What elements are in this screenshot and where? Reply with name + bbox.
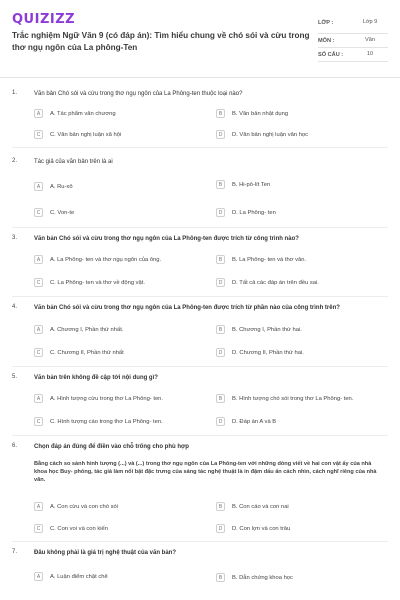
option-d[interactable] xyxy=(216,524,386,533)
option-letter: A xyxy=(34,502,43,511)
option-letter: D xyxy=(216,208,225,217)
question-number: 2. xyxy=(12,158,18,164)
divider xyxy=(12,147,388,148)
option-letter: A xyxy=(34,325,43,334)
divider xyxy=(12,227,388,228)
question-number: 4. xyxy=(12,304,18,310)
question-number: 5. xyxy=(12,374,18,380)
option-a[interactable] xyxy=(34,182,194,191)
option-d[interactable] xyxy=(216,417,386,426)
divider xyxy=(12,435,388,436)
option-text: C. Chương II, Phần thứ nhất xyxy=(50,349,124,356)
question-text: Văn bản Chó sói và cừu trong thơ ngụ ngôn của La Phông-ten được trích từ công trình nào? xyxy=(34,236,299,242)
option-a[interactable] xyxy=(34,109,194,118)
option-letter: C xyxy=(34,524,43,533)
option-letter: B xyxy=(216,394,225,403)
worksheet-header xyxy=(0,0,400,78)
option-letter: B xyxy=(216,502,225,511)
option-text: B. Dẫn chứng khoa học xyxy=(232,574,293,581)
option-letter: D xyxy=(216,417,225,426)
meta-value: Lớp 9 xyxy=(362,19,378,25)
option-a[interactable] xyxy=(34,502,194,511)
worksheet-meta xyxy=(318,12,388,62)
meta-row-subject xyxy=(318,34,388,48)
option-letter: D xyxy=(216,524,225,533)
option-letter: C xyxy=(34,348,43,357)
meta-key: SỐ CÂU : xyxy=(318,51,344,58)
quizizz-logo: QUIZIZZ xyxy=(12,12,76,27)
meta-row-count xyxy=(318,48,388,62)
option-letter: D xyxy=(216,130,225,139)
meta-value: Văn xyxy=(365,37,375,43)
option-letter: C xyxy=(34,417,43,426)
meta-value: 10 xyxy=(366,51,374,57)
option-c[interactable] xyxy=(34,130,194,139)
option-text: D. Con lợn và con trâu xyxy=(232,525,291,532)
option-text: C. Von-te xyxy=(50,209,75,216)
option-b[interactable] xyxy=(216,255,386,264)
option-a[interactable] xyxy=(34,325,194,334)
question-text: Văn bản trên không đề cập tới nội dung gì? xyxy=(34,375,158,381)
question-text: Văn bản Chó sói và cừu trong thơ ngụ ngôn của La Phông-ten được trích từ phần nào của công trình trên? xyxy=(34,305,340,311)
option-text: B. Con cáo và con nai xyxy=(232,503,289,510)
question-text: Văn bản Chó sói và cừu trong thơ ngụ ngôn của La Phông-ten thuộc loại nào? xyxy=(34,91,243,97)
option-letter: C xyxy=(34,208,43,217)
option-b[interactable] xyxy=(216,325,386,334)
option-text: A. Con cừu và con chó sói xyxy=(50,503,119,510)
option-b[interactable] xyxy=(216,502,386,511)
option-text: A. Luận điểm chặt chẽ xyxy=(50,573,108,580)
option-d[interactable] xyxy=(216,130,386,139)
meta-row-grade xyxy=(318,12,388,34)
divider xyxy=(12,366,388,367)
option-text: B. Chương I, Phần thứ hai. xyxy=(232,326,302,333)
option-letter: C xyxy=(34,130,43,139)
option-c[interactable] xyxy=(34,208,194,217)
option-letter: B xyxy=(216,180,225,189)
question-text: Đâu không phải là giá trị nghệ thuật của văn bản? xyxy=(34,550,177,556)
question-number: 7. xyxy=(12,549,18,555)
option-letter: A xyxy=(34,572,43,581)
option-d[interactable] xyxy=(216,348,386,357)
meta-key: MÔN : xyxy=(318,37,335,44)
option-text: A. Hình tượng cừu trong thơ La Phông- ten. xyxy=(50,395,164,402)
option-d[interactable] xyxy=(216,208,386,217)
option-letter: B xyxy=(216,255,225,264)
meta-key: LỚP : xyxy=(318,19,334,26)
option-text: D. Đáp án A và B xyxy=(232,418,277,425)
option-letter: A xyxy=(34,182,43,191)
question-text: Chọn đáp án đúng để điền vào chỗ trống cho phù hợp xyxy=(34,444,189,450)
question-passage: Bằng cách so sánh hình tượng (...) và (...) trong thơ ngụ ngôn của La Phông-ten với những dòng viết về hai con vật ấy của nhà khoa học Buy- phông, tác giả làm nổi bật đặc trưng của sáng tác nghệ thuật là in đậm dấu ấn cách nhìn, cách nghĩ riêng của nhà văn. xyxy=(34,461,377,483)
option-b[interactable] xyxy=(216,180,386,189)
option-text: B. Hi-pô-lít Ten xyxy=(232,181,271,188)
option-text: C. Hình tượng cáo trong thơ La Phông- ten. xyxy=(50,418,163,425)
option-c[interactable] xyxy=(34,278,194,287)
worksheet-title: Trắc nghiệm Ngữ Văn 9 (có đáp án): Tìm hiểu chung về chó sói và cừu trong thơ ngụ ngôn của La phông-Ten xyxy=(12,31,310,52)
option-b[interactable] xyxy=(216,109,386,118)
option-text: B. La Phông- ten và thơ văn. xyxy=(232,256,307,263)
question-number: 1. xyxy=(12,90,18,96)
option-a[interactable] xyxy=(34,255,194,264)
option-letter: B xyxy=(216,573,225,582)
option-letter: D xyxy=(216,348,225,357)
option-text: D. Chương II, Phần thứ hai. xyxy=(232,349,304,356)
divider xyxy=(12,541,388,542)
option-text: D. Văn bản nghị luận văn học xyxy=(232,131,309,138)
option-text: A. Chương I, Phần thứ nhất. xyxy=(50,326,124,333)
option-d[interactable] xyxy=(216,278,386,287)
option-b[interactable] xyxy=(216,394,386,403)
option-text: A. La Phông- ten và thơ ngụ ngôn của ông. xyxy=(50,256,162,263)
option-letter: C xyxy=(34,278,43,287)
option-text: B. Hình tượng chó sói trong thơ La Phông- ten. xyxy=(232,395,354,402)
option-letter: A xyxy=(34,109,43,118)
option-text: A. Ru-xô xyxy=(50,183,73,190)
option-letter: B xyxy=(216,109,225,118)
option-text: C. Con voi và con kiến xyxy=(50,525,108,532)
option-text: D. La Phông- ten xyxy=(232,209,276,216)
question-text: Tác giả của văn bản trên là ai xyxy=(34,159,113,165)
question-number: 3. xyxy=(12,235,18,241)
option-c[interactable] xyxy=(34,524,194,533)
option-text: C. Văn bản nghị luận xã hội xyxy=(50,131,122,138)
option-letter: D xyxy=(216,278,225,287)
option-text: B. Văn bản nhật dụng xyxy=(232,110,289,117)
option-c[interactable] xyxy=(34,417,194,426)
option-letter: A xyxy=(34,255,43,264)
option-a[interactable] xyxy=(34,572,194,581)
option-c[interactable] xyxy=(34,348,194,357)
option-letter: A xyxy=(34,394,43,403)
option-a[interactable] xyxy=(34,394,194,403)
divider xyxy=(12,296,388,297)
option-text: C. La Phông- ten và thơ về động vật. xyxy=(50,279,146,286)
option-text: A. Tác phẩm văn chương xyxy=(50,110,116,117)
question-number: 6. xyxy=(12,443,18,449)
option-text: D. Tất cả các đáp án trên đều sai. xyxy=(232,279,319,286)
option-b[interactable] xyxy=(216,573,386,582)
option-letter: B xyxy=(216,325,225,334)
